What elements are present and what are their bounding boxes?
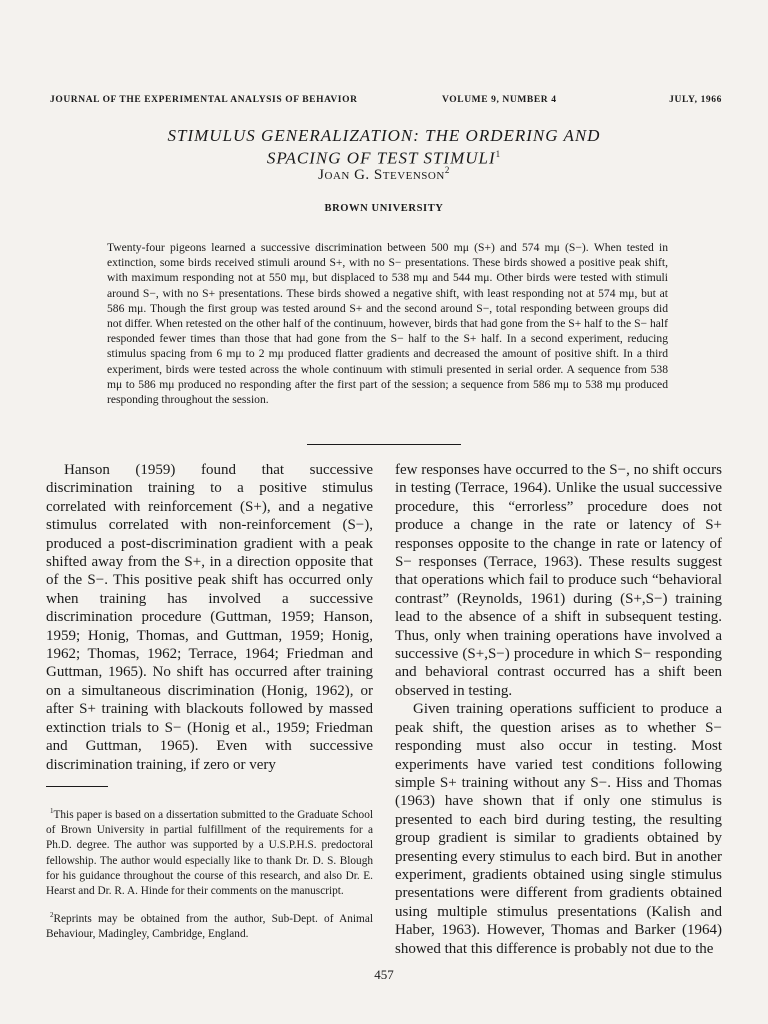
- footnote-1-mark: 1: [50, 807, 54, 815]
- page-number: 457: [374, 967, 394, 982]
- author-footnote-mark: 2: [444, 165, 450, 175]
- right-column: [395, 461, 722, 958]
- body-paragraph: Hanson (1959) found that successive discrimination training to a positive stimulus correlated with reinforcement (S+), and a negative stimulus correlated with non-reinforcement (S−), produced a post-discrimination gradient with a peak shifted away from the S+, in a direction opposite that of the S−. This positive peak shift has occurred only when training has involved a successive discrimination procedure (Guttman, 1959; Hanson, 1959; Honig, Thomas, and Guttman, 1959; Honig, 1962; Thomas, 1962; Terrace, 1964; Friedman and Guttman, 1965). No shift has occurred after training on a simultaneous discrimination (Honig, 1962), or after S+ training with blackouts followed by massed extinction trials to S− (Honig et al., 1959; Friedman and Guttman, 1965). Even with successive discrimination training, if zero or very: [46, 462, 373, 773]
- affiliation: BROWN UNIVERSITY: [324, 203, 444, 214]
- title-line-1: STIMULUS GENERALIZATION: THE ORDERING AND: [167, 126, 601, 145]
- author-name: Joan G. Stevenson: [318, 167, 445, 183]
- title-footnote-mark: 1: [495, 149, 502, 159]
- body-paragraph: Given training operations sufficient to produce a peak shift, the question arises as to whether S− responding must also occur in testing. Most experiments have varied test conditions following simple S+ training without any S−. Hiss and Thomas (1963) have shown that if only one stimulus is presented to each bird during testing, the resulting group gradient is similar to gradients obtained by presenting every stimulus to each bird. But in another experiment, gradients obtained using single stimulus presentations were different from gradients obtained using multiple stimulus presentations (Kalish and Haber, 1963). However, Thomas and Barker (1964) showed that this difference is probably not due to the: [395, 701, 722, 957]
- volume-number: VOLUME 9, NUMBER 4: [442, 95, 557, 105]
- footnote-1: [46, 804, 373, 900]
- issue-date: JULY, 1966: [669, 95, 722, 105]
- author: [60, 165, 708, 184]
- title-line-2-text: SPACING OF TEST STIMULI: [266, 148, 496, 168]
- footnotes: [46, 804, 373, 950]
- journal-name: JOURNAL OF THE EXPERIMENTAL ANALYSIS OF BEHAVIOR: [50, 95, 358, 105]
- footnote-2-text: Reprints may be obtained from the author, Sub-Dept. of Animal Behaviour, Madingley, Cambridge, England.: [46, 912, 373, 940]
- footnote-divider: [46, 786, 108, 787]
- footnote-2: [46, 908, 373, 942]
- footnote-2-mark: 2: [50, 910, 54, 919]
- abstract: Twenty-four pigeons learned a successive discrimination between 500 mμ (S+) and 574 mμ (S−). When tested in extinction, some birds received stimuli around S+, with no S− presentations. These birds showed a positive peak shift, with maximum responding not at 550 mμ, but displaced to 538 mμ and 544 mμ. Other birds were tested with stimuli around S−, with no S+ presentations. These birds showed a negative shift, with least responding not at 574 mμ, but at 586 mμ. Though the first group was tested around S+ and the second around S−, total responding between groups did not differ. When retested on the other half of the continuum, however, birds that had gone from the S+ half to the S− half responded fewer times than those that had gone from the S− half to the S+ half. In a second experiment, reducing stimulus spacing from 6 mμ to 2 mμ produced flatter gradients and decreased the amount of positive shift. In a third experiment, birds were tested across the whole continuum with stimuli presented in serial order. A sequence from 538 mμ to 586 mμ produced no responding after the first part of the session; a sequence from 586 mμ to 538 mμ produced responding throughout the session.: [107, 241, 668, 407]
- section-divider: [307, 444, 461, 445]
- left-column: [46, 461, 373, 774]
- body-paragraph-continued: few responses have occurred to the S−, no shift occurs in testing (Terrace, 1964). Unlike the usual successive procedure, this “errorless” procedure does not produce a change in the rate or latency of S+ responses opposite to the change in rate or latency of S− responses (Terrace, 1963). These results suggest that operations which fail to produce such “behavioral contrast” (Reynolds, 1961) during (S+,S−) training lead to the absence of a shift in subsequent testing. Thus, only when training operations have involved a successive (S+,S−) procedure in which S− responding and behavioral contrast occurred has a shift been observed in testing.: [395, 462, 722, 699]
- footnote-1-text: This paper is based on a dissertation submitted to the Graduate School of Brown University in partial fulfillment of the requirements for a Ph.D. degree. The author was supported by a U.S.P.H.S. predoctoral fellowship. The author would especially like to thank Dr. D. S. Blough for his guidance throughout the course of this research, and also Dr. E. Hearst and Dr. R. A. Hinde for their comments on the manuscript.: [46, 808, 373, 898]
- article-title: [60, 126, 708, 168]
